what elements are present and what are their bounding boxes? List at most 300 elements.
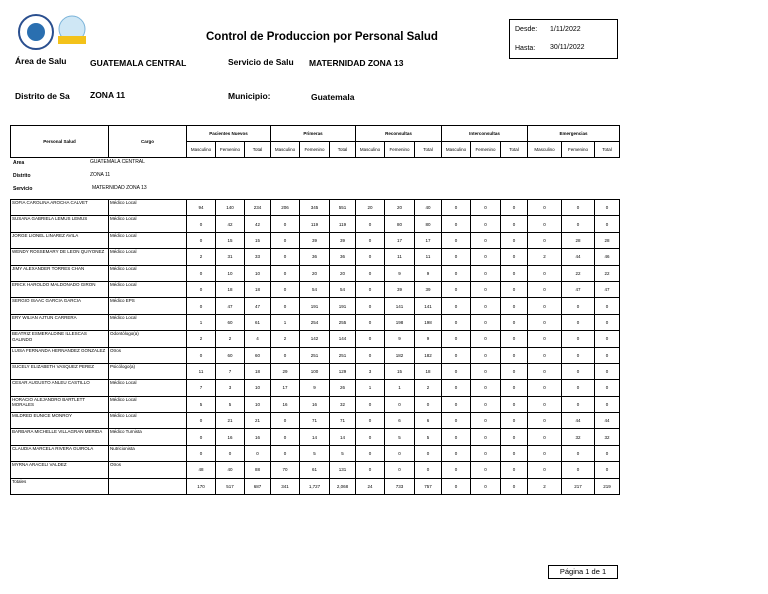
cargo-cell: Médico Local <box>109 396 187 412</box>
value-cell: 0 <box>187 232 216 248</box>
table-row <box>11 380 620 396</box>
value-cell: 16 <box>216 429 245 445</box>
value-cell: 0 <box>442 462 471 478</box>
cargo-cell: Nutricionista <box>109 445 187 461</box>
value-cell: 0 <box>442 298 471 314</box>
value-cell: 206 <box>271 200 300 216</box>
value-cell: 2 <box>271 331 300 347</box>
servicio-value: MATERNIDAD ZONA 13 <box>309 58 404 68</box>
servicio-label: Servicio de Salu <box>228 57 294 67</box>
value-cell: 0 <box>271 413 300 429</box>
value-cell: 0 <box>271 249 300 265</box>
value-cell: 0 <box>471 462 501 478</box>
value-cell: 551 <box>330 200 356 216</box>
value-cell: 0 <box>471 216 501 232</box>
value-cell: 0 <box>528 331 562 347</box>
value-cell: 0 <box>562 298 595 314</box>
value-cell: 0 <box>385 462 415 478</box>
value-cell: 0 <box>595 200 620 216</box>
value-cell: 0 <box>271 232 300 248</box>
value-cell: 2 <box>415 380 442 396</box>
value-cell: 100 <box>300 363 330 379</box>
subheader-cell: Total <box>595 142 620 158</box>
value-cell: 42 <box>245 216 271 232</box>
value-cell: 0 <box>356 249 385 265</box>
value-cell: 32 <box>595 429 620 445</box>
personal-name: ERICK HAROLDO MALDONADO GIRON <box>11 281 109 297</box>
personal-name: CLAUDIA MARCELA RIVERA GUIROLA <box>11 445 109 461</box>
subheader-cell: Femenino <box>300 142 330 158</box>
value-cell: 16 <box>245 429 271 445</box>
health-ministry-logo <box>18 14 54 50</box>
value-cell: 119 <box>330 216 356 232</box>
value-cell: 119 <box>300 216 330 232</box>
table-row <box>11 200 620 216</box>
value-cell: 1 <box>385 380 415 396</box>
cargo-cell: Médico Local <box>109 216 187 232</box>
value-cell: 3 <box>216 380 245 396</box>
totals-label: Totales <box>11 478 109 494</box>
value-cell: 140 <box>216 200 245 216</box>
value-cell: 0 <box>187 298 216 314</box>
value-cell: 48 <box>187 462 216 478</box>
value-cell: 36 <box>330 249 356 265</box>
personal-name: ERY WILIAN AJTUN CARRERA <box>11 314 109 330</box>
cargo-cell: Otros <box>109 347 187 363</box>
value-cell: 141 <box>385 298 415 314</box>
cargo-cell: Médico Local <box>109 232 187 248</box>
table-row <box>11 445 620 461</box>
value-cell: 0 <box>471 363 501 379</box>
value-cell: 10 <box>245 396 271 412</box>
cargo-cell: Médico Local <box>109 281 187 297</box>
subheader-cell: Femenino <box>216 142 245 158</box>
value-cell: 131 <box>330 462 356 478</box>
value-cell: 0 <box>356 265 385 281</box>
value-cell: 22 <box>562 265 595 281</box>
value-cell: 2 <box>216 331 245 347</box>
value-cell: 54 <box>330 281 356 297</box>
value-cell: 198 <box>385 314 415 330</box>
value-cell: 0 <box>471 249 501 265</box>
value-cell: 5 <box>385 429 415 445</box>
value-cell: 0 <box>442 314 471 330</box>
value-cell: 0 <box>442 396 471 412</box>
cargo-cell: Médico Local <box>109 265 187 281</box>
value-cell: 1 <box>356 380 385 396</box>
area-label: Área de Salu <box>15 56 67 66</box>
value-cell: 0 <box>471 413 501 429</box>
value-cell: 0 <box>528 396 562 412</box>
value-cell: 47 <box>216 298 245 314</box>
value-cell: 0 <box>442 281 471 297</box>
value-cell: 191 <box>330 298 356 314</box>
value-cell: 0 <box>501 298 528 314</box>
value-cell: 0 <box>356 429 385 445</box>
value-cell: 0 <box>187 265 216 281</box>
value-cell: 71 <box>300 413 330 429</box>
total-cell: 733 <box>385 478 415 494</box>
value-cell: 0 <box>528 216 562 232</box>
subheader-cell: Masculino <box>442 142 471 158</box>
value-cell: 0 <box>471 200 501 216</box>
value-cell: 0 <box>501 200 528 216</box>
personal-name: CESAR AUGUSTO ANLEU CASTILLO <box>11 380 109 396</box>
value-cell: 0 <box>356 462 385 478</box>
value-cell: 2 <box>187 331 216 347</box>
value-cell: 60 <box>245 347 271 363</box>
value-cell: 0 <box>595 445 620 461</box>
value-cell: 9 <box>385 265 415 281</box>
distrito-label: Distrito de Sa <box>15 91 70 101</box>
value-cell: 17 <box>271 380 300 396</box>
value-cell: 20 <box>356 200 385 216</box>
subheader-cell: Masculino <box>187 142 216 158</box>
value-cell: 20 <box>385 200 415 216</box>
table-row <box>11 216 620 232</box>
totals-row <box>11 478 620 494</box>
value-cell: 0 <box>501 232 528 248</box>
value-cell: 6 <box>385 413 415 429</box>
value-cell: 1 <box>271 314 300 330</box>
value-cell: 0 <box>501 380 528 396</box>
table-row <box>11 331 620 347</box>
value-cell: 0 <box>501 429 528 445</box>
value-cell: 36 <box>300 249 330 265</box>
value-cell: 18 <box>245 281 271 297</box>
total-cell: 1,727 <box>300 478 330 494</box>
value-cell: 5 <box>300 445 330 461</box>
value-cell: 18 <box>216 281 245 297</box>
value-cell: 0 <box>471 298 501 314</box>
group-header-row <box>11 126 620 142</box>
total-cell: 687 <box>245 478 271 494</box>
sigsa-logo <box>55 14 89 48</box>
col-personal: Personal Salud <box>11 126 109 158</box>
cargo-cell: Médico Local <box>109 380 187 396</box>
value-cell: 10 <box>245 380 271 396</box>
group-pacientes-nuevos: Pacientes Nuevos <box>187 126 271 142</box>
value-cell: 0 <box>528 445 562 461</box>
value-cell: 251 <box>300 347 330 363</box>
subheader-cell: Masculino <box>271 142 300 158</box>
value-cell: 0 <box>442 380 471 396</box>
value-cell: 0 <box>501 363 528 379</box>
total-cell: 2,068 <box>330 478 356 494</box>
total-cell: 757 <box>415 478 442 494</box>
value-cell: 0 <box>442 249 471 265</box>
value-cell: 61 <box>245 314 271 330</box>
totals-cargo-blank <box>109 478 187 494</box>
value-cell: 0 <box>562 363 595 379</box>
value-cell: 0 <box>271 445 300 461</box>
value-cell: 21 <box>245 413 271 429</box>
value-cell: 0 <box>271 298 300 314</box>
page-indicator: Página 1 de 1 <box>548 565 618 579</box>
value-cell: 0 <box>187 429 216 445</box>
cargo-cell: Médico Local <box>109 249 187 265</box>
filter-value: GUATEMALA CENTRAL <box>90 159 145 165</box>
value-cell: 39 <box>300 232 330 248</box>
value-cell: 0 <box>187 281 216 297</box>
value-cell: 26 <box>330 380 356 396</box>
personal-name: BARBARA MICHELLE VILLAGRAN MERIDA <box>11 429 109 445</box>
value-cell: 1 <box>187 314 216 330</box>
value-cell: 40 <box>216 462 245 478</box>
value-cell: 94 <box>187 200 216 216</box>
value-cell: 0 <box>271 281 300 297</box>
value-cell: 182 <box>385 347 415 363</box>
value-cell: 71 <box>330 413 356 429</box>
value-cell: 0 <box>595 462 620 478</box>
municipio-label: Municipio: <box>228 91 271 101</box>
value-cell: 60 <box>216 347 245 363</box>
value-cell: 39 <box>385 281 415 297</box>
value-cell: 54 <box>300 281 330 297</box>
value-cell: 20 <box>330 265 356 281</box>
subheader-cell: Total <box>330 142 356 158</box>
value-cell: 32 <box>330 396 356 412</box>
value-cell: 0 <box>471 232 501 248</box>
production-table <box>10 125 620 495</box>
subheader-cell: Total <box>245 142 271 158</box>
value-cell: 0 <box>442 216 471 232</box>
value-cell: 33 <box>245 249 271 265</box>
total-cell: 219 <box>595 478 620 494</box>
cargo-cell: Odontólogo(a) <box>109 331 187 347</box>
table-row <box>11 429 620 445</box>
value-cell: 0 <box>471 445 501 461</box>
value-cell: 9 <box>415 331 442 347</box>
value-cell: 0 <box>187 445 216 461</box>
value-cell: 61 <box>300 462 330 478</box>
value-cell: 0 <box>415 445 442 461</box>
value-cell: 18 <box>415 363 442 379</box>
value-cell: 0 <box>442 413 471 429</box>
value-cell: 28 <box>595 232 620 248</box>
value-cell: 32 <box>562 429 595 445</box>
value-cell: 0 <box>187 347 216 363</box>
cargo-cell: Psicólogo(a) <box>109 363 187 379</box>
table-row <box>11 265 620 281</box>
value-cell: 0 <box>442 265 471 281</box>
filter-label: Servicio <box>13 186 33 192</box>
value-cell: 17 <box>385 232 415 248</box>
value-cell: 42 <box>216 216 245 232</box>
table-row <box>11 347 620 363</box>
value-cell: 0 <box>528 281 562 297</box>
cargo-cell: Otros <box>109 462 187 478</box>
value-cell: 0 <box>501 281 528 297</box>
value-cell: 2 <box>187 249 216 265</box>
value-cell: 7 <box>187 380 216 396</box>
subheader-cell: Femenino <box>471 142 501 158</box>
value-cell: 80 <box>385 216 415 232</box>
value-cell: 2 <box>528 249 562 265</box>
value-cell: 0 <box>528 347 562 363</box>
table-row <box>11 413 620 429</box>
value-cell: 0 <box>245 445 271 461</box>
value-cell: 0 <box>501 265 528 281</box>
value-cell: 47 <box>595 281 620 297</box>
value-cell: 0 <box>528 380 562 396</box>
value-cell: 0 <box>501 413 528 429</box>
value-cell: 0 <box>356 396 385 412</box>
value-cell: 0 <box>562 216 595 232</box>
value-cell: 0 <box>471 265 501 281</box>
value-cell: 0 <box>562 396 595 412</box>
value-cell: 0 <box>595 380 620 396</box>
value-cell: 0 <box>442 232 471 248</box>
value-cell: 5 <box>187 396 216 412</box>
total-cell: 0 <box>471 478 501 494</box>
value-cell: 5 <box>415 429 442 445</box>
value-cell: 46 <box>595 249 620 265</box>
value-cell: 0 <box>356 331 385 347</box>
group-reconsultas: Reconsultas <box>356 126 442 142</box>
value-cell: 0 <box>501 331 528 347</box>
value-cell: 0 <box>356 445 385 461</box>
value-cell: 0 <box>442 363 471 379</box>
value-cell: 60 <box>216 314 245 330</box>
value-cell: 251 <box>330 347 356 363</box>
group-interconsultas: Interconsultas <box>442 126 528 142</box>
value-cell: 0 <box>528 413 562 429</box>
personal-name: JORGE LIONEL LINAREZ AVILA <box>11 232 109 248</box>
value-cell: 0 <box>471 429 501 445</box>
value-cell: 0 <box>501 249 528 265</box>
total-cell: 517 <box>216 478 245 494</box>
value-cell: 234 <box>245 200 271 216</box>
value-cell: 15 <box>245 232 271 248</box>
cargo-cell: Médico Local <box>109 200 187 216</box>
value-cell: 0 <box>562 462 595 478</box>
subheader-cell: Masculino <box>356 142 385 158</box>
table-row <box>11 298 620 314</box>
value-cell: 0 <box>271 216 300 232</box>
value-cell: 14 <box>300 429 330 445</box>
value-cell: 6 <box>415 413 442 429</box>
subheader-cell: Femenino <box>385 142 415 158</box>
total-cell: 0 <box>501 478 528 494</box>
cargo-cell: Médico EPS <box>109 298 187 314</box>
value-cell: 0 <box>356 413 385 429</box>
value-cell: 0 <box>216 445 245 461</box>
value-cell: 0 <box>562 380 595 396</box>
filter-value: MATERNIDAD ZONA 13 <box>92 185 147 191</box>
value-cell: 22 <box>595 265 620 281</box>
value-cell: 9 <box>300 380 330 396</box>
total-cell: 2 <box>528 478 562 494</box>
value-cell: 16 <box>271 396 300 412</box>
personal-name: JIMY ALEXANDER TORRES CHAN <box>11 265 109 281</box>
value-cell: 44 <box>595 413 620 429</box>
value-cell: 29 <box>271 363 300 379</box>
value-cell: 31 <box>216 249 245 265</box>
value-cell: 0 <box>356 298 385 314</box>
value-cell: 4 <box>245 331 271 347</box>
value-cell: 141 <box>415 298 442 314</box>
value-cell: 0 <box>501 216 528 232</box>
cargo-cell: Médico Turnista <box>109 429 187 445</box>
personal-name: MYRNA ARACELI VALDEZ <box>11 462 109 478</box>
municipio-value: Guatemala <box>311 92 355 102</box>
hasta-label: Hasta: <box>515 45 536 52</box>
value-cell: 0 <box>385 396 415 412</box>
value-cell: 0 <box>562 200 595 216</box>
subheader-cell: Masculino <box>528 142 562 158</box>
value-cell: 15 <box>216 232 245 248</box>
value-cell: 10 <box>216 265 245 281</box>
value-cell: 88 <box>245 462 271 478</box>
value-cell: 47 <box>562 281 595 297</box>
value-cell: 0 <box>501 445 528 461</box>
table-row <box>11 314 620 330</box>
value-cell: 255 <box>330 314 356 330</box>
value-cell: 0 <box>528 200 562 216</box>
distrito-value: ZONA 11 <box>90 90 126 100</box>
value-cell: 0 <box>356 232 385 248</box>
value-cell: 0 <box>595 331 620 347</box>
personal-name: SERGIO ISAAC GARCIA GARCIA <box>11 298 109 314</box>
table-row <box>11 462 620 478</box>
value-cell: 129 <box>330 363 356 379</box>
table-row <box>11 396 620 412</box>
value-cell: 0 <box>271 265 300 281</box>
value-cell: 5 <box>216 396 245 412</box>
value-cell: 0 <box>501 396 528 412</box>
value-cell: 198 <box>415 314 442 330</box>
value-cell: 191 <box>300 298 330 314</box>
value-cell: 44 <box>562 413 595 429</box>
subheader-cell: Total <box>415 142 442 158</box>
value-cell: 0 <box>385 445 415 461</box>
value-cell: 11 <box>385 249 415 265</box>
value-cell: 21 <box>216 413 245 429</box>
value-cell: 0 <box>528 265 562 281</box>
value-cell: 0 <box>442 445 471 461</box>
personal-name: SOFIA CAROLINA AROCHA CALVET <box>11 200 109 216</box>
value-cell: 9 <box>385 331 415 347</box>
desde-label: Desde: <box>515 26 538 33</box>
value-cell: 0 <box>528 298 562 314</box>
desde-value: 1/11/2022 <box>550 26 581 33</box>
value-cell: 0 <box>415 462 442 478</box>
total-cell: 170 <box>187 478 216 494</box>
subheader-cell: Femenino <box>562 142 595 158</box>
value-cell: 39 <box>415 281 442 297</box>
value-cell: 0 <box>356 216 385 232</box>
value-cell: 0 <box>471 281 501 297</box>
value-cell: 10 <box>245 265 271 281</box>
value-cell: 0 <box>271 347 300 363</box>
value-cell: 0 <box>501 314 528 330</box>
value-cell: 9 <box>415 265 442 281</box>
value-cell: 0 <box>442 331 471 347</box>
date-range-box <box>509 19 618 59</box>
value-cell: 0 <box>595 347 620 363</box>
area-value: GUATEMALA CENTRAL <box>90 58 187 68</box>
hasta-value: 30/11/2022 <box>550 44 585 51</box>
value-cell: 0 <box>562 314 595 330</box>
subheader-cell: Total <box>501 142 528 158</box>
report-title: Control de Produccion por Personal Salud <box>206 31 438 43</box>
table-row <box>11 249 620 265</box>
value-cell: 39 <box>330 232 356 248</box>
value-cell: 0 <box>187 413 216 429</box>
value-cell: 0 <box>187 216 216 232</box>
total-cell: 0 <box>442 478 471 494</box>
